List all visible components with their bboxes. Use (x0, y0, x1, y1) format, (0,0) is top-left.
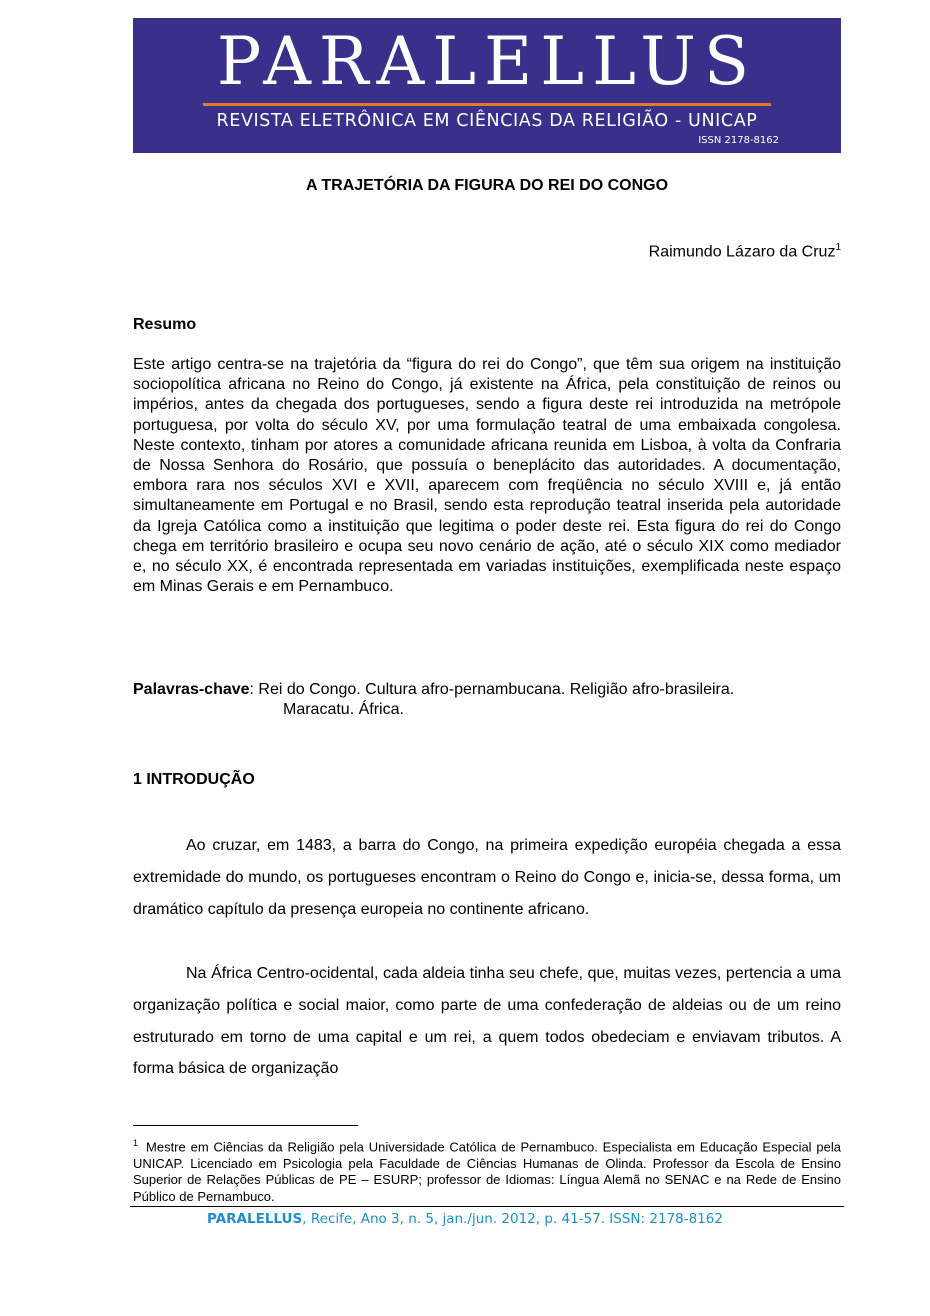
banner-divider (203, 103, 771, 106)
abstract-heading: Resumo (133, 316, 197, 333)
footnote-text: Mestre em Ciências da Religião pela Universidade Católica de Pernambuco. Especialista em Educação Especial pela UNICAP. Licenciado em Psicologia pela Faculdade de Ciências Humanas de Olinda. Professor da Escola de Ensino Superior de Relações Públicas de PE – ESURP; professor de Idiomas: Língua Alemã no SENAC e na Rede de Ensino Público de Pernambuco. (133, 1139, 841, 1204)
footnote-divider (133, 1125, 358, 1126)
intro-paragraph-2: Na África Centro-ocidental, cada aldeia tinha seu chefe, que, muitas vezes, pertencia a uma organização política e social maior, como parte de uma confederação de aldeias ou de um reino estruturado em torno de uma capital e um rei, a quem todos obedeciam e enviavam tributos. A forma básica de organização (133, 965, 841, 1078)
article-title: A TRAJETÓRIA DA FIGURA DO REI DO CONGO (305, 177, 669, 194)
keywords-line-1: Rei do Congo. Cultura afro-pernambucana. Religião afro-brasileira. (258, 681, 735, 698)
footer-journal-name: PARALELLUS (207, 1211, 303, 1227)
introduction-heading: 1 INTRODUÇÃO (133, 771, 255, 788)
journal-logo-title: PARALELLUS (216, 23, 758, 100)
author-name: Raimundo Lázaro da Cruz (648, 243, 836, 261)
banner-issn: ISSN 2178-8162 (698, 135, 779, 146)
author-footnote-mark[interactable]: 1 (835, 242, 841, 253)
page-footer (0, 1211, 930, 1227)
abstract-text: Este artigo centra-se na trajetória da “figura do rei do Congo”, que têm sua origem na instituição sociopolítica africana no Reino do Congo, já existente na África, pela constituição de reinos ou impérios, antes da chegada dos portugueses, sendo a figura deste rei introduzida na metrópole portuguesa, por volta do século XV, por uma formulação teatral de uma embaixada congolesa. Neste contexto, tinham por atores a comunidade africana reunida em Lisboa, à volta da Confraria de Nossa Senhora do Rosário, que possuía o beneplácito das autoridades. A documentação, embora rara nos séculos XVI e XVII, aparecem com freqüência no século XVIII e, já então simultaneamente em Portugal e no Brasil, sendo esta reprodução teatral inserida pela autoridade da Igreja Católica como a instituição que legitima o poder deste rei. Esta figura do rei do Congo chega em território brasileiro e ocupa seu novo cenário de ação, até o século XIX como mediador e, no século XX, é encontrada representada em variadas instituições, exemplificada neste espaço em Minas Gerais e em Pernambuco. (133, 356, 841, 596)
intro-paragraph-1: Ao cruzar, em 1483, a barra do Congo, na primeira expedição européia chegada a essa extremidade do mundo, os portugueses encontram o Reino do Congo e, inicia-se, dessa forma, um dramático capítulo da presença europeia no continente africano. (133, 837, 841, 918)
footer-divider (130, 1206, 844, 1207)
journal-banner (133, 18, 841, 153)
footnote-mark: 1 (133, 1138, 139, 1148)
keywords-line-2: Maracatu. África. (283, 701, 404, 718)
footnote (133, 1135, 841, 1205)
author-line (649, 242, 841, 261)
footer-citation: , Recife, Ano 3, n. 5, jan./jun. 2012, p. 41-57. ISSN: 2178-8162 (302, 1211, 723, 1227)
journal-subtitle: REVISTA ELETRÔNICA EM CIÊNCIAS DA RELIGIÃO - UNICAP (216, 111, 758, 131)
keywords-block: Palavras-chave: Rei do Congo. Cultura afro-pernambucana. Religião afro-brasileira. Maracatu. África. (133, 681, 735, 718)
keywords-label: Palavras-chave (133, 681, 250, 698)
